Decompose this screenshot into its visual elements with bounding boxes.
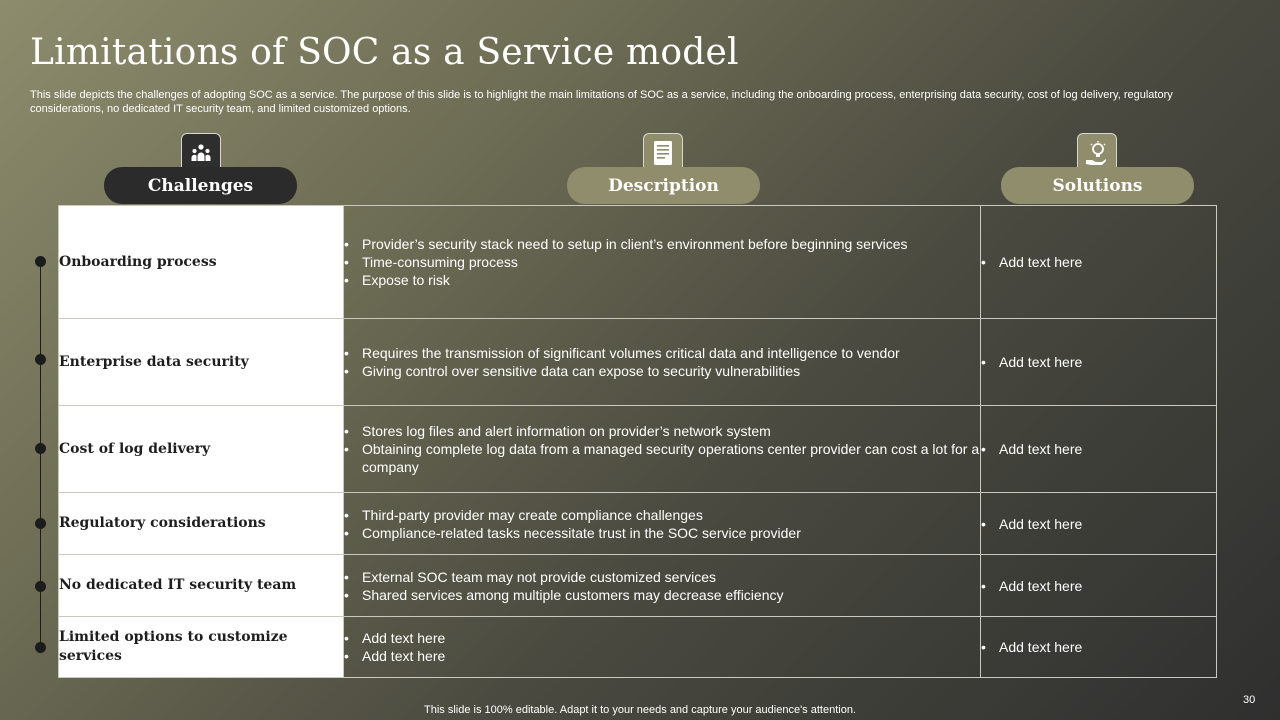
solution-cell <box>981 493 1217 555</box>
description-item: • External SOC team may not provide customized services <box>344 568 980 586</box>
description-list <box>344 235 980 289</box>
page-number: 30 <box>1243 694 1256 706</box>
solutions-header: Solutions <box>1001 167 1194 204</box>
challenge-cell: Onboarding process <box>59 206 344 319</box>
slide-subtitle: This slide depicts the challenges of adopting SOC as a service. The purpose of this slide is to highlight the main limitations of SOC as a service, including the onboarding process, enterprising data security, cost of log delivery, regulatory considerations, no dedicated IT security team, and limited customized options. <box>30 89 1173 115</box>
timeline-dot <box>35 354 46 365</box>
description-cell <box>344 617 981 678</box>
challenge-cell: Cost of log delivery <box>59 406 344 493</box>
description-item: • Obtaining complete log data from a managed security operations center provider can cost a lot for a company <box>344 440 980 476</box>
solution-item: • Add text here <box>981 440 1216 458</box>
timeline-dot <box>35 642 46 653</box>
description-item: • Shared services among multiple customers may decrease efficiency <box>344 586 980 604</box>
challenge-cell: No dedicated IT security team <box>59 555 344 617</box>
description-item: • Add text here <box>344 629 980 647</box>
solution-item: • Add text here <box>981 638 1216 656</box>
table-row <box>59 555 1217 617</box>
description-cell <box>344 406 981 493</box>
timeline-dot <box>35 256 46 267</box>
description-list <box>344 506 980 542</box>
solution-cell <box>981 206 1217 319</box>
solution-item: • Add text here <box>981 515 1216 533</box>
description-item: • Third-party provider may create compliance challenges <box>344 506 980 524</box>
solution-cell <box>981 617 1217 678</box>
description-item: • Giving control over sensitive data can expose to security vulnerabilities <box>344 362 980 380</box>
solution-item: • Add text here <box>981 353 1216 371</box>
idea-hand-icon-svg <box>1084 140 1110 166</box>
challenge-cell: Regulatory considerations <box>59 493 344 555</box>
document-icon-svg <box>652 140 674 166</box>
timeline-dot <box>35 518 46 529</box>
solution-cell <box>981 319 1217 406</box>
challenge-cell: Limited options to customize services <box>59 617 344 678</box>
description-item: • Provider’s security stack need to setup in client’s environment before beginning services <box>344 235 980 253</box>
team-icon-svg <box>189 141 213 165</box>
description-item: • Requires the transmission of significant volumes critical data and intelligence to vendor <box>344 344 980 362</box>
description-item: • Time-consuming process <box>344 253 980 271</box>
challenge-cell: Enterprise data security <box>59 319 344 406</box>
challenges-header: Challenges <box>104 167 297 204</box>
slide-title: Limitations of SOC as a Service model <box>30 32 739 73</box>
table-row <box>59 617 1217 678</box>
table-row <box>59 406 1217 493</box>
description-item: • Compliance-related tasks necessitate trust in the SOC service provider <box>344 524 980 542</box>
description-cell <box>344 493 981 555</box>
table-row <box>59 319 1217 406</box>
timeline-dot <box>35 443 46 454</box>
solution-cell <box>981 555 1217 617</box>
description-cell <box>344 555 981 617</box>
description-header: Description <box>567 167 760 204</box>
description-list <box>344 422 980 476</box>
description-item: • Add text here <box>344 647 980 665</box>
description-cell <box>344 206 981 319</box>
timeline-dot <box>35 581 46 592</box>
description-list <box>344 629 980 665</box>
solution-item: • Add text here <box>981 253 1216 271</box>
limitations-table <box>58 205 1217 678</box>
solution-item: • Add text here <box>981 577 1216 595</box>
table-row <box>59 493 1217 555</box>
description-item: • Stores log files and alert information on provider’s network system <box>344 422 980 440</box>
description-cell <box>344 319 981 406</box>
table-row <box>59 206 1217 319</box>
description-list <box>344 568 980 604</box>
description-list <box>344 344 980 380</box>
description-item: • Expose to risk <box>344 271 980 289</box>
solution-cell <box>981 406 1217 493</box>
slide-footer: This slide is 100% editable. Adapt it to your needs and capture your audience's attention. <box>424 704 856 716</box>
